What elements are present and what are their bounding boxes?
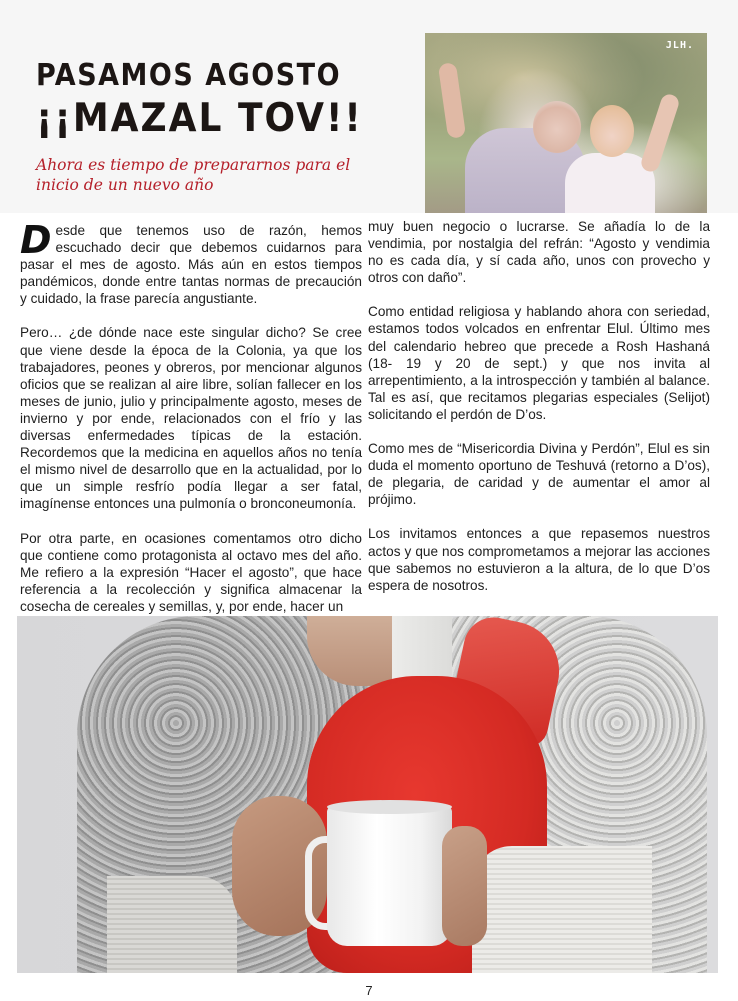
article-paragraph: muy buen negocio o lucrarse. Se añadía lo de la vendimia, por nostalgia del refrán: “Agosto y vendimia no es cada día, y sí cada año, unos con provecho y otros con daño”. [368,219,710,286]
photo-detail-raised-arm [438,62,466,139]
page-number: 7 [365,983,373,998]
photo-detail-right-sleeve [472,846,652,973]
article-paragraph: Los invitamos entonces a que repasemos nuestros actos y que nos comprometamos a mejorar las acciones que sabemos no estuvieron a la altura, de lo que D’os espera de nosotros. [368,526,710,593]
article-paragraph: Como mes de “Misericordia Divina y Perdón”, Elul es sin duda el momento oportuno de Teshuvá (retorno a D’os), de plegaria, de caridad y de aumentar el amor al prójimo. [368,441,710,508]
photo-detail-right-hand [442,826,487,946]
drop-cap: D [20,218,52,262]
hero-photo-couple [425,33,707,213]
article-paragraph: Por otra parte, en ocasiones comentamos otro dicho que contiene como protagonista al octavo mes del año. Me refiero a la expresión “Hacer el agosto”, que hace referencia a la recolección y significa almacenar la cosecha de cereales y semillas, y, por ende, hacer un [20,530,362,614]
subtitle: Ahora es tiempo de prepararnos para el inicio de un nuevo año [36,156,351,194]
header-band [0,0,738,213]
photo-detail-white-mug [327,806,452,946]
article-paragraph: Como entidad religiosa y hablando ahora con seriedad, estamos todos volcados en enfrentar Elul. Último mes del calendario hebreo que precede a Rosh Hashaná (18- 19 y 20 de sept.) y que nos invita al arrepentimiento, a la introspección y también al balance. Tal es así, que recitamos plegarias especiales (Selijot) solicitando el perdón de D’os. [368,304,710,422]
paragraph-text: esde que tenemos uso de razón, hemos escuchado decir que debemos cuidarnos para pasar el mes de agosto. Más aún en estos tiempos pandémicos, donde entre tantas normas de precaución y cuidado, la frase parecía angustiante. [20,223,362,307]
headline-line-2: ¡¡MAZAL TOV!! [36,96,363,142]
article-paragraph [20,218,362,307]
photo-detail-left-sleeve [107,876,237,973]
photo-detail-man-head [533,101,581,153]
photo-detail-woman-head [590,105,634,157]
photo-detail-flexed-arm [639,92,681,174]
article-column-right [368,218,710,611]
headline-line-1: PASAMOS AGOSTO [36,58,342,93]
article-column-left [20,218,362,632]
article-paragraph: Pero… ¿de dónde nace este singular dicho? Se cree que viene desde la época de la Colonia, ya que los trabajadores, peones y obreros, por mencionar algunos oficios que se realizan al aire libre, solían fallecer en los meses de junio, julio y principalmente agosto, meses de invierno y por ende, relacionados con el frío y las diversas enfermedades típicas de la estación. Recordemos que la medicina en aquellos años no tenía el mismo nivel de desarrollo que en la actualidad, por lo que un simple resfrío podía llegar a ser fatal, imagínense entonces una pulmonía o bronconeumonía. [20,325,362,512]
main-photo-hot-water-bottle [17,616,718,973]
photo-detail-mug-rim [327,800,452,814]
photo-credit: JLH. [665,40,694,51]
